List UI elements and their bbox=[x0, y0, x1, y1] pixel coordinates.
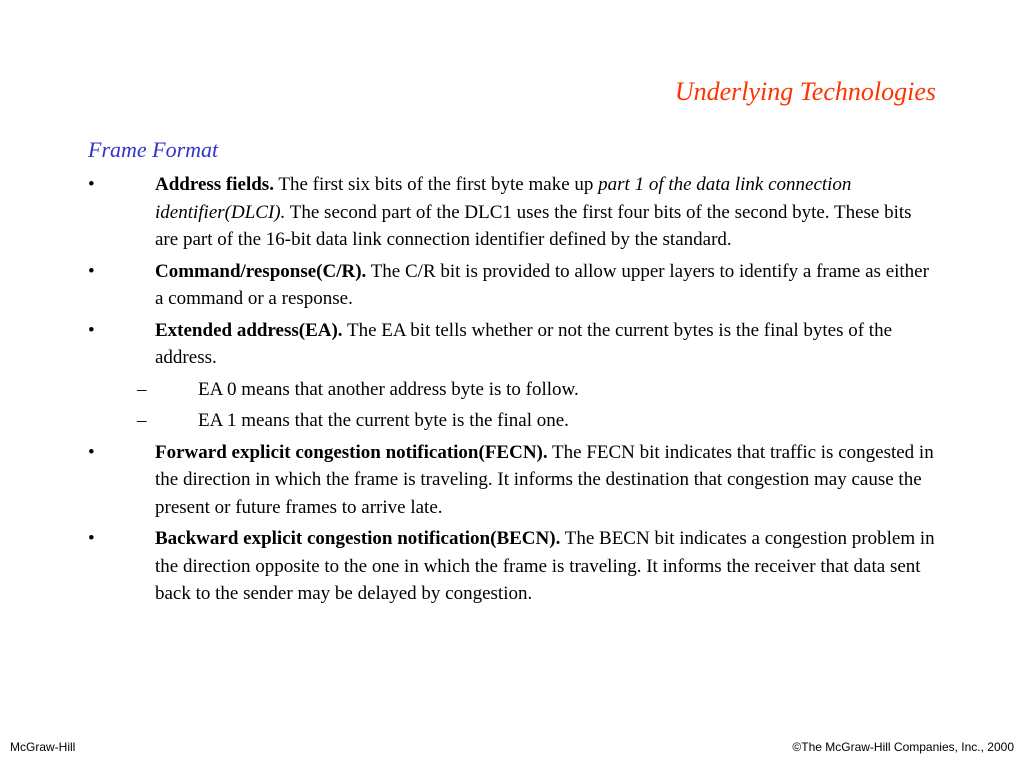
bullet-item-extended-address bbox=[88, 317, 938, 372]
bullet-text: The C/R bit is provided to allow upper layers to identify a frame as either a command or a response. bbox=[155, 260, 929, 309]
bullet-label: Command/response(C/R). bbox=[155, 260, 367, 282]
bullet-text: The EA bit tells whether or not the current bytes is the final bytes of the address. bbox=[155, 319, 893, 368]
bullet-marker: • bbox=[88, 174, 95, 195]
bullet-item-command-response bbox=[88, 258, 938, 313]
bullet-item-address-fields bbox=[88, 171, 938, 254]
bullet-label: Forward explicit congestion notification(FECN). bbox=[155, 441, 548, 463]
bullet-text: The first six bits of the first byte make up bbox=[273, 174, 599, 195]
section-heading: Frame Format bbox=[88, 137, 219, 162]
bullet-text: The second part of the DLC1 uses the first four bits of the second byte. These bits are part of the 16-bit data link connection identifier defined by the standard. bbox=[155, 201, 912, 250]
sub-item-text: EA 1 means that the current byte is the final one. bbox=[198, 410, 569, 431]
bullet-label: Extended address(EA). bbox=[155, 319, 343, 341]
bullet-marker: • bbox=[88, 260, 95, 282]
bullet-item-fecn bbox=[88, 439, 938, 522]
slide-title: Underlying Technologies bbox=[674, 77, 936, 106]
dash-marker: – bbox=[137, 378, 147, 400]
footer-copyright: ©The McGraw-Hill Companies, Inc., 2000 bbox=[792, 740, 1014, 754]
bullet-label: Address fields. bbox=[155, 174, 274, 195]
dash-marker: – bbox=[137, 410, 147, 431]
bullet-label: Backward explicit congestion notification(BECN). bbox=[155, 528, 561, 549]
bullet-marker: • bbox=[88, 441, 95, 463]
bullet-list bbox=[88, 171, 938, 612]
bullet-marker: • bbox=[88, 528, 95, 549]
bullet-item-becn bbox=[88, 525, 938, 608]
bullet-text: The FECN bit indicates that traffic is congested in the direction in which the frame is traveling. It informs the destination that congestion may cause the present or future frames to arrive late. bbox=[155, 441, 934, 518]
sub-item-text: EA 0 means that another address byte is to follow. bbox=[198, 378, 579, 400]
bullet-text: The BECN bit indicates a congestion problem in the direction opposite to the one in which the frame is traveling. It informs the receiver that data sent back to the sender may be delayed by congestion. bbox=[155, 528, 935, 604]
sub-item-ea0 bbox=[88, 376, 938, 404]
bullet-marker: • bbox=[88, 319, 95, 341]
footer-publisher: McGraw-Hill bbox=[10, 740, 76, 754]
sub-item-ea1 bbox=[88, 407, 938, 435]
bullet-italic-text: part 1 of the data link connection identifier(DLCI). bbox=[155, 174, 852, 223]
